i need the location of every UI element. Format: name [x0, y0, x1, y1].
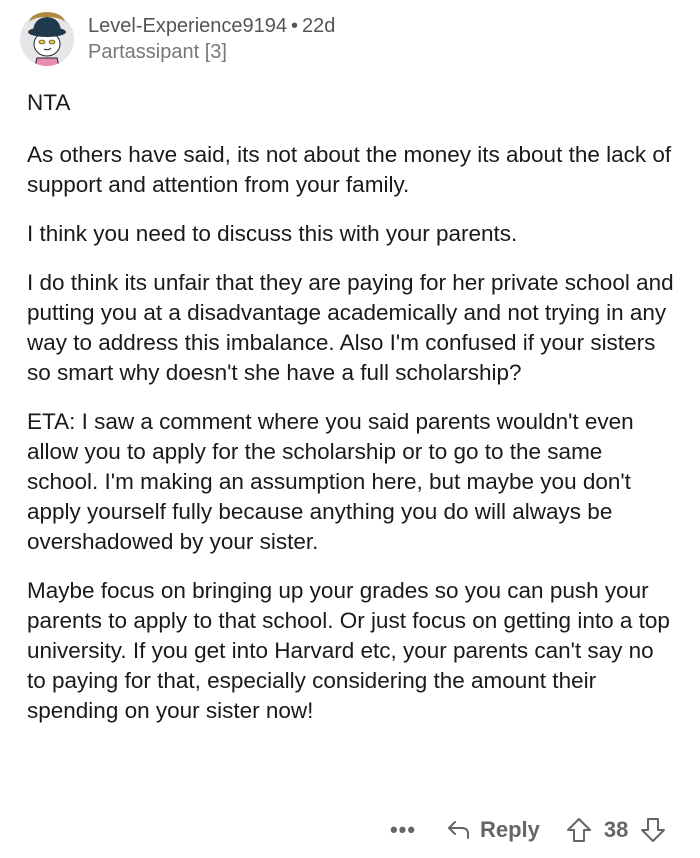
comment-paragraph: ETA: I saw a comment where you said parents wouldn't even allow you to apply for the scholarship or to go to the same school. I'm making an assumption here, but maybe you don't apply yourself fully because anything you do will always be overshadowed by your sister.: [27, 409, 634, 554]
more-options-button[interactable]: •••: [389, 817, 417, 842]
downvote-arrow-icon: [640, 817, 666, 843]
reply-label: Reply: [480, 817, 540, 842]
comment-body: [27, 88, 677, 745]
comment-paragraph: NTA: [27, 90, 71, 115]
upvote-button[interactable]: [566, 817, 592, 843]
comment-meta: [88, 13, 335, 65]
separator-dot: •: [291, 15, 299, 37]
snoo-avatar-icon: [20, 12, 74, 66]
comment-header: [20, 12, 335, 66]
reply-button[interactable]: [446, 817, 540, 843]
vote-score: 38: [603, 817, 629, 842]
comment-paragraph: I think you need to discuss this with your parents.: [27, 221, 518, 246]
user-flair: Partassipant [3]: [88, 41, 227, 63]
comment-paragraph: As others have said, its not about the money its about the lack of support and attention from your family.: [27, 142, 672, 197]
vote-controls: [566, 817, 666, 843]
comment-paragraph: Maybe focus on bringing up your grades so you can push your parents to apply to that school. Or just focus on getting into a top university. If you get into Harvard etc, your parents can't say no to paying for that, especially considering the amount their spending on your sister now!: [27, 578, 670, 723]
comment-paragraph: I do think its unfair that they are paying for her private school and putting you at a disadvantage academically and not trying in any way to address this imbalance. Also I'm confused if your sisters so smart why doesn't she have a full scholarship?: [27, 270, 674, 385]
comment-age: 22d: [302, 15, 336, 37]
username-link[interactable]: Level-Experience9194: [88, 15, 288, 37]
reply-arrow-icon: [446, 819, 472, 841]
downvote-button[interactable]: [640, 817, 666, 843]
upvote-arrow-icon: [566, 817, 592, 843]
avatar[interactable]: [20, 12, 74, 66]
comment-actions: [383, 812, 700, 848]
